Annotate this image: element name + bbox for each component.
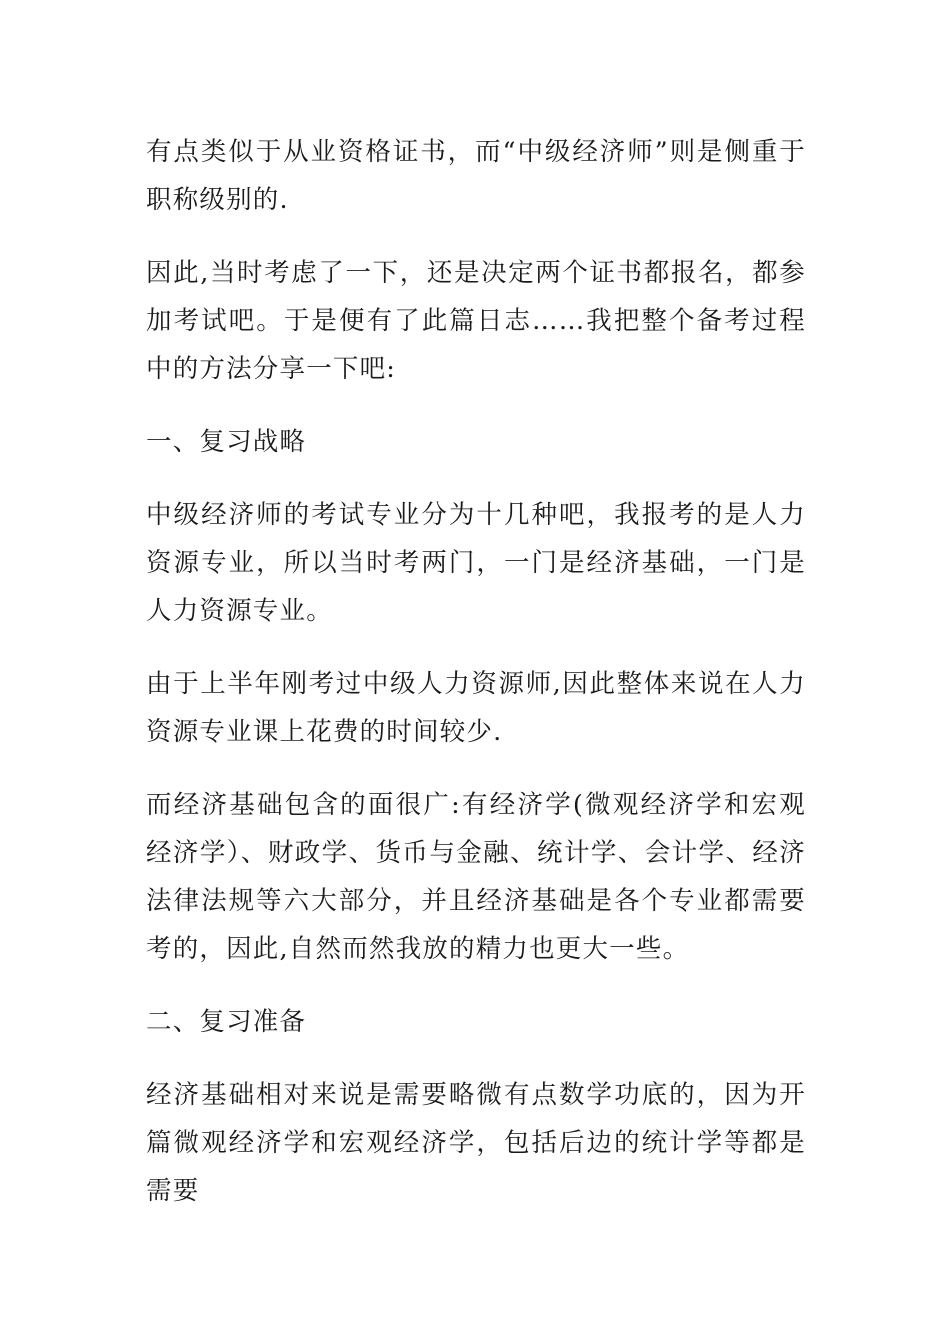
- paragraph-5: 而经济基础包含的面很广:有经济学(微观经济学和宏观经济学）、财政学、货币与金融、统计学、会计学、经济法律法规等六大部分，并且经济基础是各个专业都需要考的，因此,自然而然我放的精力也更大一些。: [146, 790, 806, 964]
- section-heading-preparation: 二、复习准备: [146, 1007, 307, 1037]
- document-body: [146, 128, 806, 1240]
- section-heading-strategy: 一、复习战略: [146, 427, 307, 457]
- paragraph-6: 经济基础相对来说是需要略微有点数学功底的，因为开篇微观经济学和宏观经济学，包括后边的统计学等都是需要: [146, 1080, 806, 1206]
- paragraph-4: 由于上半年刚考过中级人力资源师,因此整体来说在人力资源专业课上花费的时间较少.: [146, 669, 806, 747]
- paragraph-3: 中级经济师的考试专业分为十几种吧，我报考的是人力资源专业，所以当时考两门，一门是经济基础，一门是人力资源专业。: [146, 500, 806, 626]
- paragraph-1: 有点类似于从业资格证书，而“中级经济师”则是侧重于职称级别的.: [146, 137, 806, 215]
- paragraph-2: 因此,当时考虑了一下，还是决定两个证书都报名，都参加考试吧。于是便有了此篇日志……我把整个备考过程中的方法分享一下吧:: [146, 258, 806, 384]
